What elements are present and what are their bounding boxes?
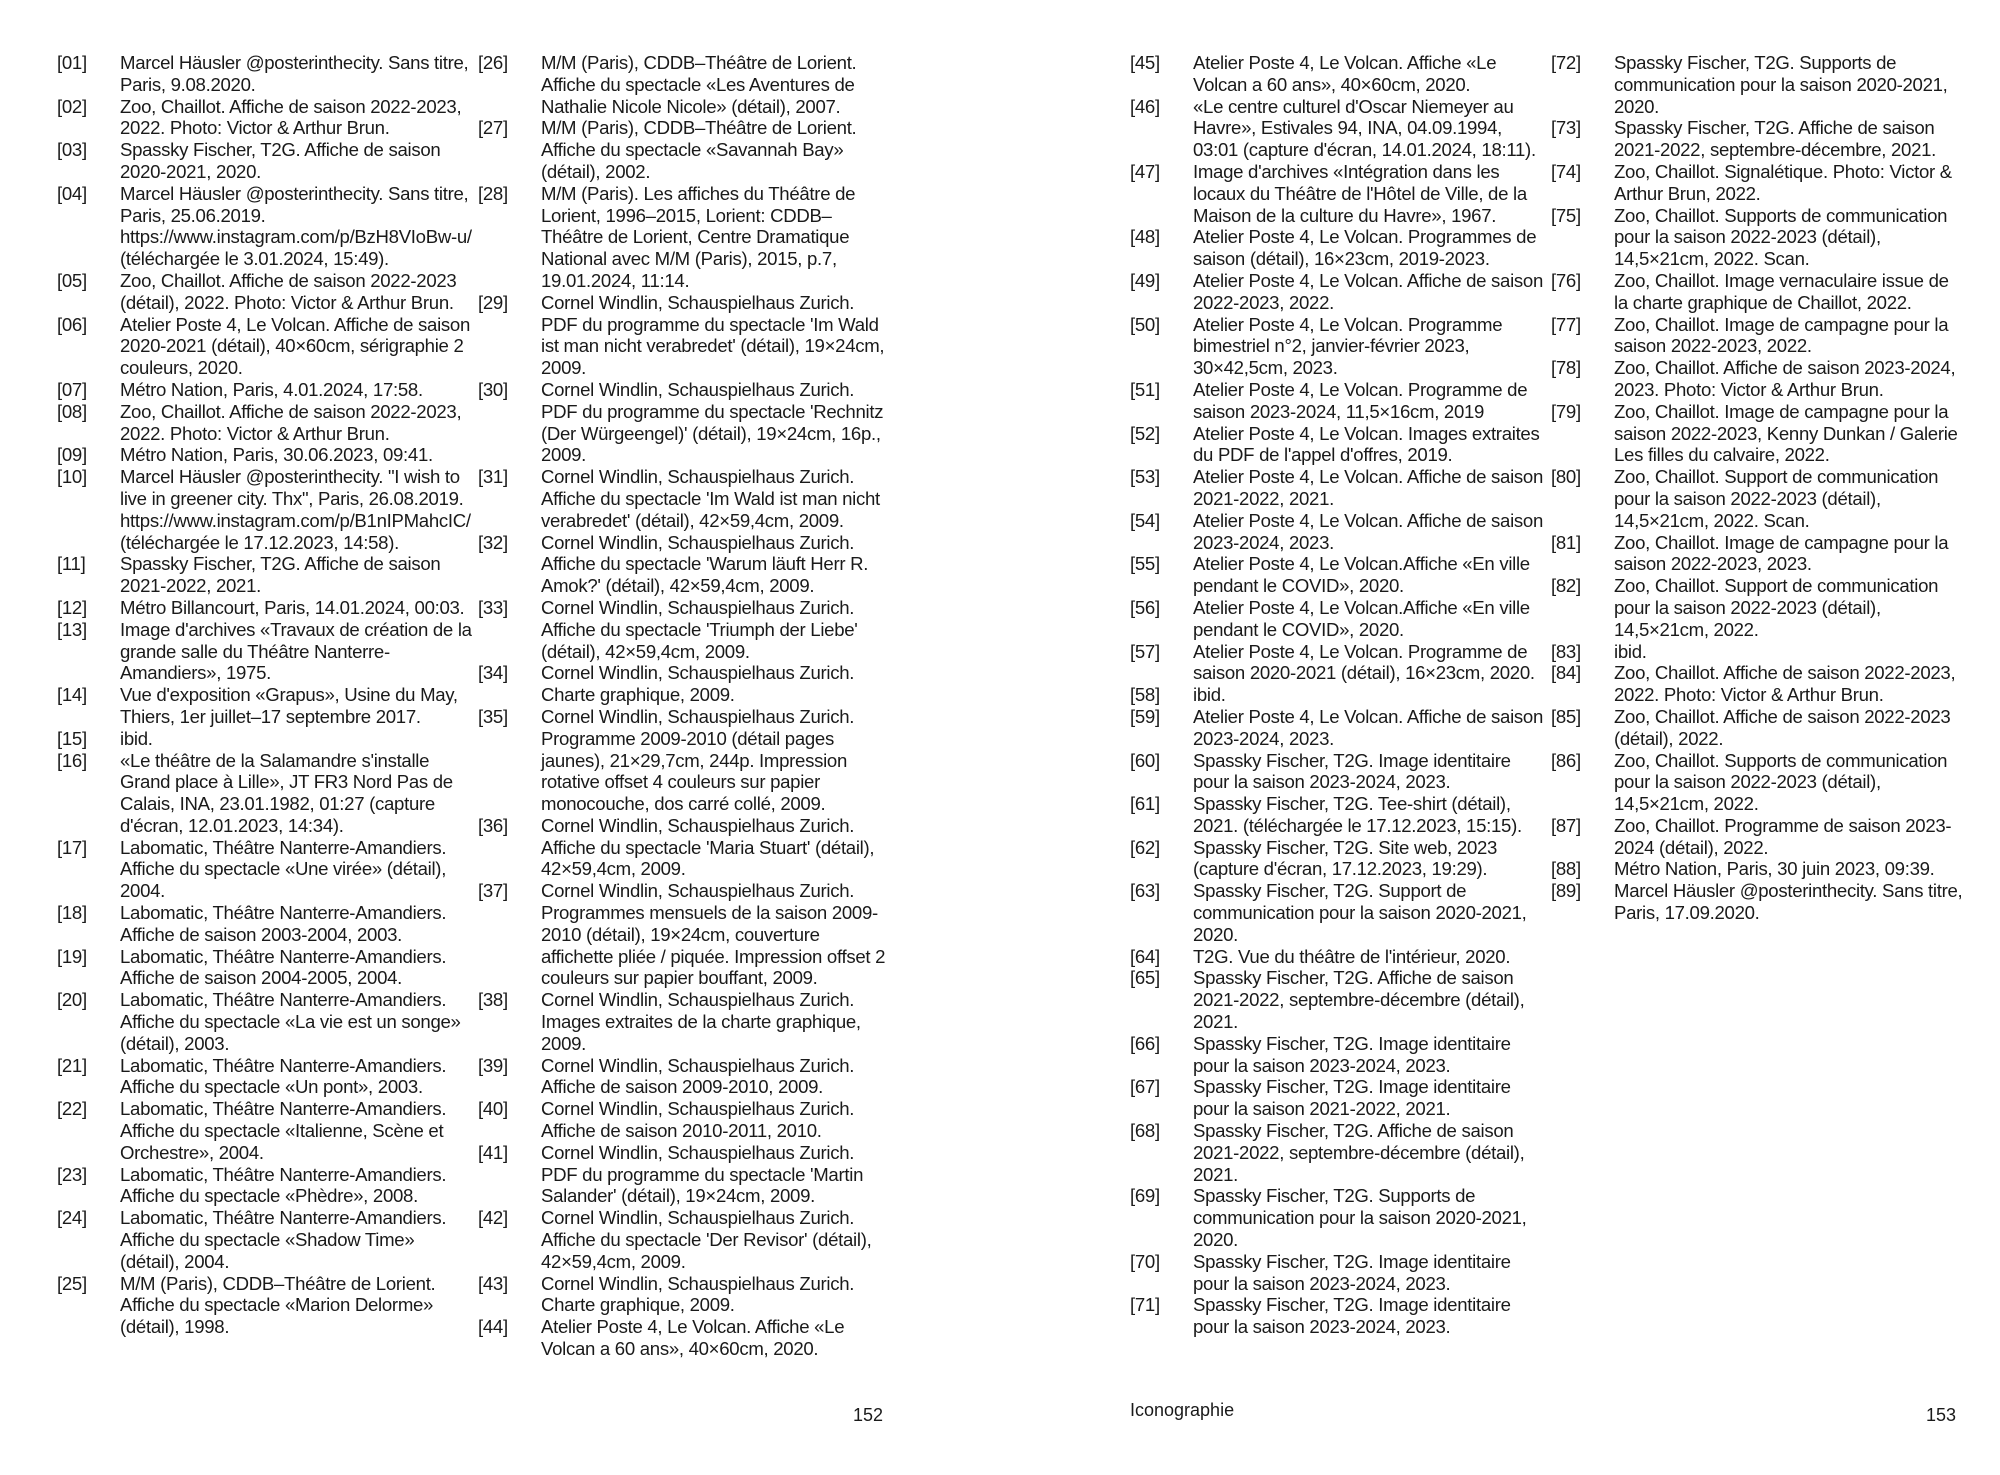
entry-text: Spassky Fischer, T2G. Image identitaire pour la saison 2023-2024, 2023. bbox=[1193, 1032, 1511, 1076]
entry-number: [87] bbox=[1551, 814, 1581, 836]
caption-entry bbox=[57, 750, 472, 837]
entry-number: [04] bbox=[57, 182, 87, 204]
entry-text: Cornel Windlin, Schauspielhaus Zurich. PDF du programme du spectacle 'Martin Salander' (détail), 19×24cm, 2009. bbox=[541, 1141, 864, 1207]
entry-number: [78] bbox=[1551, 357, 1581, 379]
entry-number: [44] bbox=[478, 1316, 508, 1338]
page-number-left: 152 bbox=[853, 1405, 884, 1425]
caption-entry bbox=[1551, 880, 1966, 924]
entry-text: Zoo, Chaillot. Affiche de saison 2023-2024, 2023. Photo: Victor & Arthur Brun. bbox=[1614, 357, 1956, 400]
caption-entry bbox=[57, 314, 472, 379]
entry-text: Image d'archives «Intégration dans les locaux du Théâtre de l'Hôtel de Ville, de la Maison de la culture du Havre», 1967. bbox=[1193, 160, 1527, 226]
entry-text: Atelier Poste 4, Le Volcan. Affiche «Le Volcan a 60 ans», 40×60cm, 2020. bbox=[1193, 52, 1497, 95]
entry-text: Spassky Fischer, T2G. Image identitaire pour la saison 2023-2024, 2023. bbox=[1193, 1250, 1511, 1294]
entry-text: Spassky Fischer, T2G. Site web, 2023 (capture d'écran, 17.12.2023, 19:29). bbox=[1193, 836, 1498, 880]
entry-number: [37] bbox=[478, 880, 508, 902]
entry-number: [59] bbox=[1130, 705, 1160, 727]
caption-entry bbox=[478, 292, 893, 379]
caption-entry bbox=[57, 1273, 472, 1338]
caption-entry bbox=[478, 532, 893, 597]
entry-text: Cornel Windlin, Schauspielhaus Zurich. Affiche du spectacle 'Im Wald ist man nicht verabredet' (détail), 42×59,4cm, 2009. bbox=[541, 466, 880, 531]
caption-entry bbox=[478, 597, 893, 662]
entry-text: Atelier Poste 4, Le Volcan. Images extraites du PDF de l'appel d'offres, 2019. bbox=[1193, 422, 1540, 466]
caption-entry bbox=[57, 466, 472, 553]
entry-number: [46] bbox=[1130, 95, 1160, 117]
entry-text: M/M (Paris), CDDB–Théâtre de Lorient. Affiche du spectacle «Savannah Bay» (détail), 2002. bbox=[541, 117, 857, 182]
entry-number: [01] bbox=[57, 52, 87, 73]
caption-entry bbox=[478, 379, 893, 466]
caption-entry bbox=[57, 1164, 472, 1208]
entry-number: [16] bbox=[57, 749, 87, 771]
entry-text: Labomatic, Théâtre Nanterre-Amandiers. Affiche du spectacle «Shadow Time» (détail), 2004. bbox=[120, 1207, 447, 1272]
caption-entry bbox=[57, 989, 472, 1054]
entry-number: [39] bbox=[478, 1054, 508, 1076]
caption-entry bbox=[1130, 314, 1545, 379]
entry-text: Métro Billancourt, Paris, 14.01.2024, 00:03. bbox=[120, 596, 465, 618]
caption-entry bbox=[478, 1273, 893, 1317]
entry-text: Spassky Fischer, T2G. Image identitaire pour la saison 2023-2024, 2023. bbox=[1193, 749, 1511, 793]
entry-number: [48] bbox=[1130, 226, 1160, 248]
caption-entry bbox=[478, 989, 893, 1054]
entry-number: [81] bbox=[1551, 531, 1581, 553]
entry-number: [75] bbox=[1551, 204, 1581, 226]
entry-number: [24] bbox=[57, 1207, 87, 1229]
entry-text: Cornel Windlin, Schauspielhaus Zurich. Images extraites de la charte graphique, 2009. bbox=[541, 989, 861, 1054]
entry-number: [10] bbox=[57, 466, 87, 488]
caption-entry bbox=[478, 1207, 893, 1272]
entry-number: [86] bbox=[1551, 749, 1581, 771]
caption-entry bbox=[1130, 1185, 1545, 1250]
entry-number: [73] bbox=[1551, 117, 1581, 139]
caption-entry bbox=[478, 706, 893, 815]
caption-entry bbox=[1130, 1120, 1545, 1185]
entry-text: M/M (Paris). Les affiches du Théâtre de Lorient, 1996–2015, Lorient: CDDB–Théâtre de Lorient, Centre Dramatique National avec M/M (Paris), 2015, p.7, 19.01.2024, 11:14. bbox=[541, 182, 856, 291]
entry-text: Zoo, Chaillot. Affiche de saison 2022-2023 (détail), 2022. Photo: Victor & Arthur Brun. bbox=[120, 269, 457, 313]
entry-text: «Le théâtre de la Salamandre s'installe Grand place à Lille», JT FR3 Nord Pas de Calais, INA, 23.01.1982, 01:27 (capture d'écran, 12.01.2023, 14:34). bbox=[120, 749, 453, 836]
entry-number: [76] bbox=[1551, 269, 1581, 291]
entry-number: [08] bbox=[57, 400, 87, 422]
entry-number: [06] bbox=[57, 313, 87, 335]
caption-entry bbox=[478, 117, 893, 182]
entry-number: [34] bbox=[478, 662, 508, 684]
entry-text: Zoo, Chaillot. Image vernaculaire issue de la charte graphique de Chaillot, 2022. bbox=[1614, 269, 1949, 313]
running-head: Iconographie bbox=[1130, 1400, 1235, 1420]
entry-text: Cornel Windlin, Schauspielhaus Zurich. Affiche de saison 2009-2010, 2009. bbox=[541, 1054, 855, 1098]
entry-number: [27] bbox=[478, 117, 508, 139]
entry-text: Zoo, Chaillot. Image de campagne pour la saison 2022-2023, Kenny Dunkan / Galerie Les filles du calvaire, 2022. bbox=[1614, 400, 1958, 466]
entry-number: [65] bbox=[1130, 967, 1160, 989]
caption-entry bbox=[478, 1316, 893, 1360]
entry-text: Image d'archives «Travaux de création de la grande salle du Théâtre Nanterre-Amandiers», 1975. bbox=[120, 618, 472, 684]
entry-text: Cornel Windlin, Schauspielhaus Zurich. PDF du programme du spectacle 'Im Wald ist man nicht verabredet' (détail), 19×24cm, 2009. bbox=[541, 291, 885, 379]
entry-text: M/M (Paris), CDDB–Théâtre de Lorient. Affiche du spectacle «Marion Delorme» (détail), 1998. bbox=[120, 1272, 436, 1338]
entry-text: Atelier Poste 4, Le Volcan. Affiche de saison 2023-2024, 2023. bbox=[1193, 509, 1544, 553]
entry-number: [83] bbox=[1551, 640, 1581, 662]
entry-text: Cornel Windlin, Schauspielhaus Zurich. Affiche du spectacle 'Maria Stuart' (détail), 42×59,4cm, 2009. bbox=[541, 814, 875, 880]
caption-entry bbox=[57, 139, 472, 183]
entry-text: Cornel Windlin, Schauspielhaus Zurich. Programmes mensuels de la saison 2009-2010 (détail), 19×24cm, couverture affichette pliée / piquée. Impression offset 2 couleurs sur papier bouffant, 2009. bbox=[541, 880, 886, 989]
caption-entry bbox=[57, 401, 472, 445]
entry-number: [26] bbox=[478, 52, 508, 73]
entry-text: Spassky Fischer, T2G. Image identitaire pour la saison 2021-2022, 2021. bbox=[1193, 1076, 1511, 1120]
entry-text: Zoo, Chaillot. Image de campagne pour la saison 2022-2023, 2022. bbox=[1614, 313, 1949, 357]
entry-text: Zoo, Chaillot. Affiche de saison 2022-2023, 2022. Photo: Victor & Arthur Brun. bbox=[1614, 662, 1956, 706]
caption-entry bbox=[1551, 466, 1966, 531]
caption-entry bbox=[57, 444, 472, 466]
caption-entry bbox=[57, 1207, 472, 1272]
entry-text: Métro Nation, Paris, 30 juin 2023, 09:39. bbox=[1614, 858, 1935, 880]
entry-text: Spassky Fischer, T2G. Affiche de saison 2021-2022, septembre-décembre (détail), 2021. bbox=[1193, 967, 1525, 1033]
caption-entry bbox=[57, 619, 472, 684]
entry-text: «Le centre culturel d'Oscar Niemeyer au Havre», Estivales 94, INA, 04.09.1994, 03:01 (capture d'écran, 14.01.2024, 18:11). bbox=[1193, 95, 1536, 161]
caption-entry bbox=[1551, 401, 1966, 466]
entry-text: Spassky Fischer, T2G. Image identitaire pour la saison 2023-2024, 2023. bbox=[1193, 1294, 1511, 1338]
entry-number: [23] bbox=[57, 1163, 87, 1185]
entry-text: Zoo, Chaillot. Supports de communication pour la saison 2022-2023 (détail), 14,5×21cm, 2022. Scan. bbox=[1614, 204, 1948, 270]
entry-text: Atelier Poste 4, Le Volcan. Programme de saison 2023-2024, 11,5×16cm, 2019 bbox=[1193, 378, 1528, 422]
entry-number: [45] bbox=[1130, 52, 1160, 73]
entry-text: Marcel Häusler @posterinthecity. Sans titre, Paris, 17.09.2020. bbox=[1614, 880, 1963, 924]
entry-number: [56] bbox=[1130, 596, 1160, 618]
caption-entry bbox=[57, 597, 472, 619]
caption-entry bbox=[1130, 1251, 1545, 1295]
entry-number: [67] bbox=[1130, 1076, 1160, 1098]
entry-text: Labomatic, Théâtre Nanterre-Amandiers. Affiche du spectacle «La vie est un songe» (détail), 2003. bbox=[120, 989, 461, 1054]
caption-entry bbox=[57, 946, 472, 990]
entry-number: [12] bbox=[57, 596, 87, 618]
entry-number: [03] bbox=[57, 139, 87, 161]
entry-text: Marcel Häusler @posterinthecity. Sans titre, Paris, 25.06.2019. https://www.instagram.com/p/BzH8VIoBw-u/ (téléchargée le 3.01.2024, 15:49). bbox=[120, 182, 472, 270]
caption-entry bbox=[1551, 117, 1966, 161]
caption-entry bbox=[57, 52, 472, 96]
entry-text: T2G. Vue du théâtre de l'intérieur, 2020. bbox=[1193, 945, 1511, 967]
entry-number: [62] bbox=[1130, 836, 1160, 858]
entry-number: [64] bbox=[1130, 945, 1160, 967]
caption-entry bbox=[57, 183, 472, 270]
entry-text: Atelier Poste 4, Le Volcan. Programme bimestriel n°2, janvier-février 2023, 30×42,5cm, 2023. bbox=[1193, 313, 1503, 379]
entry-number: [29] bbox=[478, 291, 508, 313]
entry-number: [15] bbox=[57, 727, 87, 749]
entry-number: [85] bbox=[1551, 705, 1581, 727]
caption-entry bbox=[1551, 205, 1966, 270]
entry-text: ibid. bbox=[1193, 684, 1226, 706]
entry-number: [35] bbox=[478, 705, 508, 727]
entry-text: Zoo, Chaillot. Programme de saison 2023-2024 (détail), 2022. bbox=[1614, 814, 1952, 858]
entry-text: Zoo, Chaillot. Affiche de saison 2022-2023, 2022. Photo: Victor & Arthur Brun. bbox=[120, 400, 462, 444]
entry-text: Atelier Poste 4, Le Volcan. Affiche «Le Volcan a 60 ans», 40×60cm, 2020. bbox=[541, 1316, 845, 1360]
caption-entry bbox=[1551, 357, 1966, 401]
caption-entry bbox=[1551, 706, 1966, 750]
caption-entry bbox=[1551, 641, 1966, 663]
entry-number: [51] bbox=[1130, 378, 1160, 400]
caption-entry bbox=[1130, 793, 1545, 837]
left-col-2 bbox=[478, 52, 893, 1360]
caption-entry bbox=[478, 1098, 893, 1142]
entry-text: Cornel Windlin, Schauspielhaus Zurich. Affiche du spectacle 'Warum läuft Herr R. Amok?' (détail), 42×59,4cm, 2009. bbox=[541, 531, 869, 597]
caption-entry bbox=[478, 466, 893, 531]
entry-number: [22] bbox=[57, 1098, 87, 1120]
caption-entry bbox=[1130, 706, 1545, 750]
right-col-2 bbox=[1551, 52, 1966, 924]
entry-text: Vue d'exposition «Grapus», Usine du May, Thiers, 1er juillet–17 septembre 2017. bbox=[120, 684, 458, 727]
entry-number: [31] bbox=[478, 466, 508, 488]
entry-number: [89] bbox=[1551, 880, 1581, 902]
entry-number: [54] bbox=[1130, 509, 1160, 531]
caption-entry bbox=[1551, 161, 1966, 205]
entry-text: Atelier Poste 4, Le Volcan. Affiche de saison 2021-2022, 2021. bbox=[1193, 466, 1544, 509]
entry-text: Spassky Fischer, T2G. Support de communication pour la saison 2020-2021, 2020. bbox=[1193, 880, 1527, 945]
entry-number: [18] bbox=[57, 902, 87, 924]
entry-number: [84] bbox=[1551, 662, 1581, 684]
left-col-1 bbox=[57, 52, 472, 1338]
caption-entry bbox=[57, 1055, 472, 1099]
entry-number: [66] bbox=[1130, 1032, 1160, 1054]
entry-text: Spassky Fischer, T2G. Supports de communication pour la saison 2020-2021, 2020. bbox=[1193, 1185, 1527, 1251]
caption-entry bbox=[1551, 662, 1966, 706]
entry-number: [19] bbox=[57, 945, 87, 967]
caption-entry bbox=[478, 880, 893, 989]
entry-number: [68] bbox=[1130, 1120, 1160, 1142]
entry-text: Cornel Windlin, Schauspielhaus Zurich. PDF du programme du spectacle 'Rechnitz (Der Würgeengel)' (détail), 19×24cm, 16p., 2009. bbox=[541, 378, 884, 466]
entry-number: [70] bbox=[1130, 1250, 1160, 1272]
entry-number: [69] bbox=[1130, 1185, 1160, 1207]
entry-text: Atelier Poste 4, Le Volcan. Affiche de saison 2023-2024, 2023. bbox=[1193, 705, 1544, 749]
caption-entry bbox=[1130, 466, 1545, 510]
caption-entry bbox=[1551, 815, 1966, 859]
entry-number: [43] bbox=[478, 1272, 508, 1294]
entry-text: Marcel Häusler @posterinthecity. Sans titre, Paris, 9.08.2020. bbox=[120, 52, 469, 95]
entry-text: Spassky Fischer, T2G. Affiche de saison 2021-2022, 2021. bbox=[120, 553, 441, 597]
entry-number: [36] bbox=[478, 814, 508, 836]
caption-entry bbox=[478, 52, 893, 117]
caption-entry bbox=[57, 96, 472, 140]
caption-entry bbox=[1130, 597, 1545, 641]
entry-text: Cornel Windlin, Schauspielhaus Zurich. Charte graphique, 2009. bbox=[541, 1272, 855, 1316]
entry-text: Zoo, Chaillot. Signalétique. Photo: Victor & Arthur Brun, 2022. bbox=[1614, 160, 1952, 204]
entry-number: [13] bbox=[57, 618, 87, 640]
entry-text: Spassky Fischer, T2G. Affiche de saison 2021-2022, septembre-décembre (détail), 2021. bbox=[1193, 1120, 1525, 1185]
entry-number: [77] bbox=[1551, 313, 1581, 335]
caption-entry bbox=[57, 270, 472, 314]
entry-text: Atelier Poste 4, Le Volcan. Programme de saison 2020-2021 (détail), 16×23cm, 2020. bbox=[1193, 640, 1535, 684]
caption-entry bbox=[1130, 837, 1545, 881]
entry-number: [05] bbox=[57, 269, 87, 291]
caption-entry bbox=[1130, 684, 1545, 706]
caption-entry bbox=[1130, 379, 1545, 423]
caption-entry bbox=[57, 837, 472, 902]
entry-text: Zoo, Chaillot. Affiche de saison 2022-2023, 2022. Photo: Victor & Arthur Brun. bbox=[120, 95, 462, 139]
entry-text: Labomatic, Théâtre Nanterre-Amandiers. Affiche du spectacle «Un pont», 2003. bbox=[120, 1054, 447, 1098]
entry-number: [40] bbox=[478, 1098, 508, 1120]
entry-text: Atelier Poste 4, Le Volcan. Affiche de saison 2020-2021 (détail), 40×60cm, sérigraphie 2 couleurs, 2020. bbox=[120, 313, 471, 379]
entry-number: [63] bbox=[1130, 880, 1160, 902]
entry-number: [38] bbox=[478, 989, 508, 1011]
entry-number: [50] bbox=[1130, 313, 1160, 335]
caption-entry bbox=[57, 902, 472, 946]
caption-entry bbox=[478, 815, 893, 880]
entry-text: Cornel Windlin, Schauspielhaus Zurich. Affiche du spectacle 'Triumph der Liebe' (détail), 42×59,4cm, 2009. bbox=[541, 596, 858, 662]
entry-number: [49] bbox=[1130, 269, 1160, 291]
caption-entry bbox=[1551, 532, 1966, 576]
entry-text: Spassky Fischer, T2G. Affiche de saison 2021-2022, septembre-décembre, 2021. bbox=[1614, 117, 1937, 161]
entry-text: Métro Nation, Paris, 30.06.2023, 09:41. bbox=[120, 444, 433, 466]
entry-number: [30] bbox=[478, 378, 508, 400]
caption-entry bbox=[57, 1098, 472, 1163]
entry-number: [71] bbox=[1130, 1294, 1160, 1316]
caption-entry bbox=[1130, 880, 1545, 945]
entry-number: [32] bbox=[478, 531, 508, 553]
caption-entry bbox=[1130, 270, 1545, 314]
entry-text: M/M (Paris), CDDB–Théâtre de Lorient. Affiche du spectacle «Les Aventures de Nathalie Nicole Nicole» (détail), 2007. bbox=[541, 52, 857, 117]
entry-number: [72] bbox=[1551, 52, 1581, 73]
entry-number: [58] bbox=[1130, 684, 1160, 706]
page-number-right: 153 bbox=[1926, 1405, 1957, 1425]
entry-text: Labomatic, Théâtre Nanterre-Amandiers. Affiche du spectacle «Phèdre», 2008. bbox=[120, 1163, 447, 1207]
entry-text: ibid. bbox=[120, 727, 153, 749]
entry-text: Cornel Windlin, Schauspielhaus Zurich. Affiche du spectacle 'Der Revisor' (détail), 42×59,4cm, 2009. bbox=[541, 1207, 872, 1272]
entry-text: Atelier Poste 4, Le Volcan.Affiche «En ville pendant le COVID», 2020. bbox=[1193, 553, 1530, 597]
caption-entry bbox=[1551, 575, 1966, 640]
entry-text: Métro Nation, Paris, 4.01.2024, 17:58. bbox=[120, 378, 423, 400]
caption-entry bbox=[1130, 52, 1545, 96]
entry-text: Cornel Windlin, Schauspielhaus Zurich. Programme 2009-2010 (détail pages jaunes), 21×29,7cm, 244p. Impression rotative offset 4 couleurs sur papier monocouche, dos carré collé, 2009. bbox=[541, 705, 855, 815]
entry-text: Atelier Poste 4, Le Volcan. Programmes de saison (détail), 16×23cm, 2019-2023. bbox=[1193, 226, 1537, 270]
caption-entry bbox=[1130, 510, 1545, 554]
caption-entry bbox=[1551, 750, 1966, 815]
entry-number: [25] bbox=[57, 1272, 87, 1294]
entry-number: [60] bbox=[1130, 749, 1160, 771]
caption-entry bbox=[478, 183, 893, 292]
caption-entry bbox=[1551, 314, 1966, 358]
entry-text: Labomatic, Théâtre Nanterre-Amandiers. Affiche de saison 2003-2004, 2003. bbox=[120, 902, 447, 945]
entry-number: [55] bbox=[1130, 553, 1160, 575]
entry-text: Labomatic, Théâtre Nanterre-Amandiers. Affiche de saison 2004-2005, 2004. bbox=[120, 945, 447, 989]
caption-entry bbox=[1130, 641, 1545, 685]
entry-text: Labomatic, Théâtre Nanterre-Amandiers. Affiche du spectacle «Une virée» (détail), 2004. bbox=[120, 836, 447, 902]
entry-number: [52] bbox=[1130, 422, 1160, 444]
entry-text: Zoo, Chaillot. Support de communication pour la saison 2022-2023 (détail), 14,5×21cm, 2022. bbox=[1614, 575, 1939, 640]
caption-entry bbox=[1130, 161, 1545, 226]
entry-number: [79] bbox=[1551, 400, 1581, 422]
caption-entry bbox=[1551, 270, 1966, 314]
caption-entry bbox=[1130, 423, 1545, 467]
entry-number: [53] bbox=[1130, 466, 1160, 488]
entry-text: Labomatic, Théâtre Nanterre-Amandiers. Affiche du spectacle «Italienne, Scène et Orchestre», 2004. bbox=[120, 1098, 447, 1163]
caption-entry bbox=[1551, 858, 1966, 880]
entry-number: [09] bbox=[57, 444, 87, 466]
entry-number: [57] bbox=[1130, 640, 1160, 662]
entry-number: [41] bbox=[478, 1141, 508, 1163]
caption-entry bbox=[1130, 1294, 1545, 1338]
entry-number: [07] bbox=[57, 378, 87, 400]
caption-entry bbox=[1130, 553, 1545, 597]
entry-number: [82] bbox=[1551, 575, 1581, 597]
caption-entry bbox=[1130, 967, 1545, 1032]
entry-text: Zoo, Chaillot. Image de campagne pour la saison 2022-2023, 2023. bbox=[1614, 531, 1949, 575]
entry-number: [80] bbox=[1551, 466, 1581, 488]
entry-text: Spassky Fischer, T2G. Tee-shirt (détail), 2021. (téléchargée le 17.12.2023, 15:15). bbox=[1193, 793, 1522, 836]
entry-text: Atelier Poste 4, Le Volcan. Affiche de saison 2022-2023, 2022. bbox=[1193, 269, 1544, 313]
entry-number: [47] bbox=[1130, 160, 1160, 182]
entry-number: [11] bbox=[57, 553, 86, 575]
entry-number: [88] bbox=[1551, 858, 1581, 880]
caption-entry bbox=[1130, 946, 1545, 968]
caption-entry bbox=[478, 1055, 893, 1099]
entry-number: [28] bbox=[478, 182, 508, 204]
caption-entry bbox=[57, 379, 472, 401]
entry-text: Zoo, Chaillot. Affiche de saison 2022-2023 (détail), 2022. bbox=[1614, 705, 1951, 749]
right-page bbox=[1000, 0, 2000, 1475]
caption-entry bbox=[1130, 96, 1545, 161]
caption-entry bbox=[1130, 1076, 1545, 1120]
entry-number: [42] bbox=[478, 1207, 508, 1229]
entry-number: [20] bbox=[57, 989, 87, 1011]
entry-text: Spassky Fischer, T2G. Supports de communication pour la saison 2020-2021, 2020. bbox=[1614, 52, 1948, 117]
caption-entry bbox=[57, 553, 472, 597]
entry-text: Spassky Fischer, T2G. Affiche de saison 2020-2021, 2020. bbox=[120, 139, 441, 182]
entry-number: [33] bbox=[478, 596, 508, 618]
entry-text: Cornel Windlin, Schauspielhaus Zurich. Affiche de saison 2010-2011, 2010. bbox=[541, 1098, 855, 1142]
entry-number: [61] bbox=[1130, 793, 1160, 815]
caption-entry bbox=[1130, 1033, 1545, 1077]
right-col-1 bbox=[1130, 52, 1545, 1338]
caption-entry bbox=[57, 728, 472, 750]
entry-text: ibid. bbox=[1614, 640, 1647, 662]
entry-text: Zoo, Chaillot. Support de communication pour la saison 2022-2023 (détail), 14,5×21cm, 2022. Scan. bbox=[1614, 466, 1939, 531]
caption-entry bbox=[478, 1142, 893, 1207]
entry-number: [17] bbox=[57, 836, 87, 858]
entry-number: [21] bbox=[57, 1054, 87, 1076]
entry-text: Atelier Poste 4, Le Volcan.Affiche «En ville pendant le COVID», 2020. bbox=[1193, 596, 1530, 640]
entry-number: [02] bbox=[57, 95, 87, 117]
entry-text: Cornel Windlin, Schauspielhaus Zurich. Charte graphique, 2009. bbox=[541, 662, 855, 706]
caption-entry bbox=[1551, 52, 1966, 117]
entry-number: [74] bbox=[1551, 160, 1581, 182]
caption-entry bbox=[478, 662, 893, 706]
entry-number: [14] bbox=[57, 684, 87, 706]
entry-text: Zoo, Chaillot. Supports de communication pour la saison 2022-2023 (détail), 14,5×21cm, 2022. bbox=[1614, 749, 1948, 815]
caption-entry bbox=[57, 684, 472, 728]
caption-entry bbox=[1130, 750, 1545, 794]
caption-entry bbox=[1130, 226, 1545, 270]
entry-text: Marcel Häusler @posterinthecity. "I wish to live in greener city. Thx", Paris, 26.08.2019. https://www.instagram.com/p/B1nIPMahcIC/ (téléchargée le 17.12.2023, 14:58). bbox=[120, 466, 471, 553]
